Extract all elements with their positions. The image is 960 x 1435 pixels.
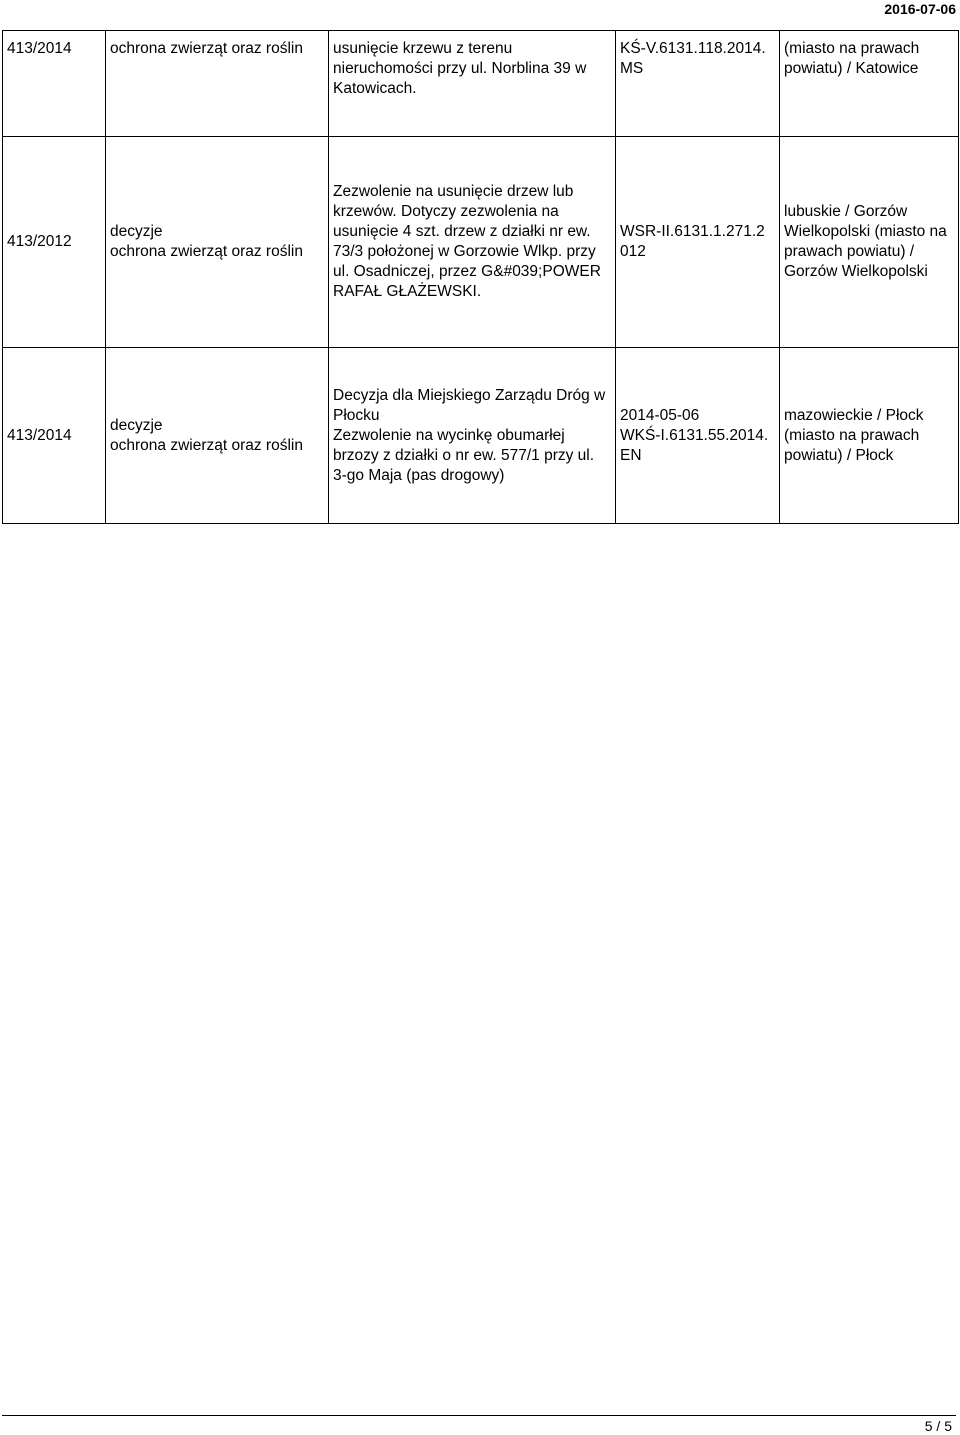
description-line: brzozy z działki o nr ew. 577/1 przy ul. <box>333 446 595 464</box>
signature-cell <box>616 348 780 524</box>
category-cell <box>106 348 329 524</box>
place-cell <box>780 348 959 524</box>
description-cell <box>329 137 616 348</box>
description-line: 73/3 położonej w Gorzowie Wlkp. przy <box>333 243 596 260</box>
description-line: krzewów. Dotyczy zezwolenia na <box>333 203 559 220</box>
place-cell <box>780 31 959 137</box>
place-line: lubuskie / Gorzów <box>784 203 908 220</box>
signature-line: 012 <box>620 243 646 260</box>
signature-line: MS <box>620 60 644 77</box>
description-line: Zezwolenie na wycinkę obumarłej <box>333 426 565 444</box>
category-cell <box>106 137 329 348</box>
page-number: 5 / 5 <box>924 1418 952 1434</box>
description-cell <box>329 348 616 524</box>
category-line: decyzje <box>110 416 163 434</box>
footer-divider <box>2 1415 956 1416</box>
signature-line: WSR-II.6131.1.271.2 <box>620 223 765 240</box>
signature-line: 2014-05-06 <box>620 406 700 424</box>
description-line: nieruchomości przy ul. Norblina 39 w <box>333 60 587 77</box>
description-line: Katowicach. <box>333 80 417 97</box>
record-number: 413/2014 <box>7 40 72 57</box>
records-table <box>2 30 959 524</box>
place-line: Wielkopolski (miasto na <box>784 223 947 240</box>
page-date: 2016-07-06 <box>884 1 956 17</box>
place-line: (miasto na prawach <box>784 40 920 57</box>
signature-line: KŚ-V.6131.118.2014. <box>620 40 766 57</box>
category-line: ochrona zwierząt oraz roślin <box>110 243 303 260</box>
signature-cell <box>616 137 780 348</box>
record-number-cell <box>3 31 106 137</box>
place-line: powiatu) / Katowice <box>784 60 919 77</box>
description-line: Decyzja dla Miejskiego Zarządu Dróg w <box>333 386 606 404</box>
description-line: Zezwolenie na usunięcie drzew lub <box>333 183 574 200</box>
table-row <box>3 137 959 348</box>
category-cell <box>106 31 329 137</box>
description-line: usunięcie 4 szt. drzew z działki nr ew. <box>333 223 591 240</box>
place-line: mazowieckie / Płock <box>784 406 924 424</box>
place-line: prawach powiatu) / <box>784 243 915 260</box>
description-line: usunięcie krzewu z terenu <box>333 40 513 57</box>
category-line: ochrona zwierząt oraz roślin <box>110 40 303 57</box>
signature-cell <box>616 31 780 137</box>
description-line: 3-go Maja (pas drogowy) <box>333 466 505 484</box>
record-number-cell <box>3 137 106 348</box>
category-line: decyzje <box>110 223 163 240</box>
record-number-cell <box>3 348 106 524</box>
place-cell <box>780 137 959 348</box>
place-line: Gorzów Wielkopolski <box>784 263 928 280</box>
place-line: (miasto na prawach <box>784 426 920 444</box>
description-line: RAFAŁ GŁAŻEWSKI. <box>333 283 482 300</box>
table-row <box>3 31 959 137</box>
record-number: 413/2014 <box>7 426 72 444</box>
signature-line: WKŚ-I.6131.55.2014. <box>620 426 769 444</box>
category-line: ochrona zwierząt oraz roślin <box>110 436 303 454</box>
description-line: ul. Osadniczej, przez G&#039;POWER <box>333 263 601 280</box>
place-line: powiatu) / Płock <box>784 446 894 464</box>
record-number: 413/2012 <box>7 233 72 250</box>
table-row <box>3 348 959 524</box>
signature-line: EN <box>620 446 642 464</box>
description-cell <box>329 31 616 137</box>
description-line: Płocku <box>333 406 380 424</box>
